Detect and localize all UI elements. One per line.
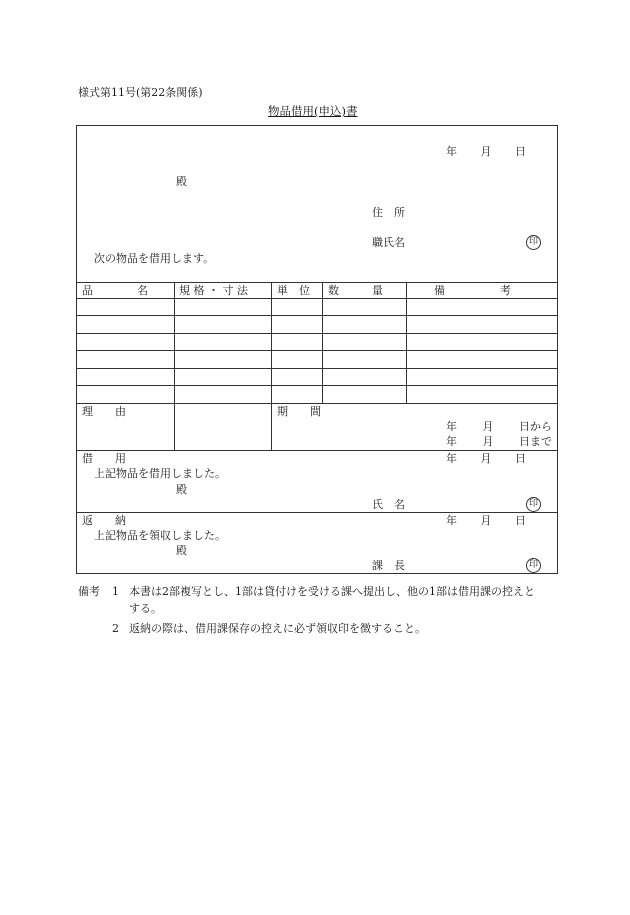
divider bbox=[76, 350, 557, 351]
divider bbox=[76, 403, 557, 404]
to-year: 年 bbox=[446, 435, 457, 448]
period-to[interactable] bbox=[446, 435, 552, 448]
return-label: 返 納 bbox=[82, 514, 126, 527]
date-day: 日 bbox=[515, 145, 526, 158]
seal-mark: 印 bbox=[526, 235, 541, 250]
request-text: 次の物品を借用します。 bbox=[94, 252, 215, 265]
from-year: 年 bbox=[446, 420, 457, 433]
addressee-suffix: 殿 bbox=[176, 175, 187, 188]
note-text: 返納の際は、借用課保存の控えに必ず領収印を徴すること。 bbox=[129, 622, 426, 635]
note-number: 1 bbox=[112, 585, 119, 598]
column-line bbox=[174, 282, 175, 450]
borrow-addressee: 殿 bbox=[176, 483, 187, 496]
borrow-day: 日 bbox=[515, 452, 526, 465]
address-label: 住 所 bbox=[372, 206, 405, 219]
borrow-text: 上記物品を借用しました。 bbox=[94, 467, 226, 480]
from-month: 月 bbox=[482, 420, 494, 433]
period-from[interactable] bbox=[446, 420, 552, 433]
return-name-label: 課 長 bbox=[372, 559, 405, 572]
seal-mark: 印 bbox=[526, 497, 541, 512]
form-number: 様式第11号(第22条関係) bbox=[78, 86, 203, 99]
return-year: 年 bbox=[446, 514, 457, 527]
header-spec: 規 格 ・ 寸 法 bbox=[179, 284, 248, 297]
from-day: 日から bbox=[519, 420, 552, 433]
borrow-label: 借 用 bbox=[82, 452, 126, 465]
return-month: 月 bbox=[480, 514, 492, 527]
divider bbox=[76, 450, 557, 451]
borrow-month: 月 bbox=[480, 452, 492, 465]
header-unit: 単 位 bbox=[277, 284, 310, 297]
divider bbox=[76, 298, 557, 299]
note-text: 本書は2部複写とし、1部は貸付けを受ける課へ提出し、他の1部は借用課の控えと bbox=[129, 585, 535, 598]
reason-label: 理 由 bbox=[82, 405, 126, 418]
divider bbox=[76, 282, 557, 283]
divider bbox=[76, 333, 557, 334]
date-year: 年 bbox=[446, 145, 457, 158]
request-date[interactable] bbox=[446, 145, 526, 158]
borrow-date[interactable] bbox=[446, 452, 526, 465]
return-day: 日 bbox=[515, 514, 526, 527]
to-month: 月 bbox=[482, 435, 494, 448]
return-text: 上記物品を領収しました。 bbox=[94, 529, 226, 542]
column-line bbox=[271, 282, 272, 450]
column-line bbox=[406, 282, 407, 403]
return-addressee: 殿 bbox=[176, 544, 187, 557]
to-day: 日まで bbox=[519, 435, 552, 448]
borrow-name-label: 氏 名 bbox=[372, 498, 405, 511]
form-title: 物品借用(申込)書 bbox=[268, 104, 358, 118]
note-text: する。 bbox=[129, 602, 162, 615]
divider bbox=[76, 315, 557, 316]
seal-mark: 印 bbox=[526, 558, 541, 573]
divider bbox=[76, 512, 557, 513]
header-item-name: 品 名 bbox=[82, 284, 148, 297]
divider bbox=[76, 368, 557, 369]
divider bbox=[76, 385, 557, 386]
period-label: 期 間 bbox=[277, 405, 321, 418]
return-date[interactable] bbox=[446, 514, 526, 527]
column-line bbox=[322, 282, 323, 403]
note-number: 2 bbox=[112, 622, 119, 635]
date-month: 月 bbox=[480, 145, 492, 158]
header-remarks: 備 考 bbox=[434, 284, 511, 297]
header-quantity: 数 量 bbox=[328, 284, 383, 297]
notes-label: 備考 bbox=[78, 585, 100, 598]
borrow-year: 年 bbox=[446, 452, 457, 465]
name-label: 職氏名 bbox=[372, 236, 405, 249]
